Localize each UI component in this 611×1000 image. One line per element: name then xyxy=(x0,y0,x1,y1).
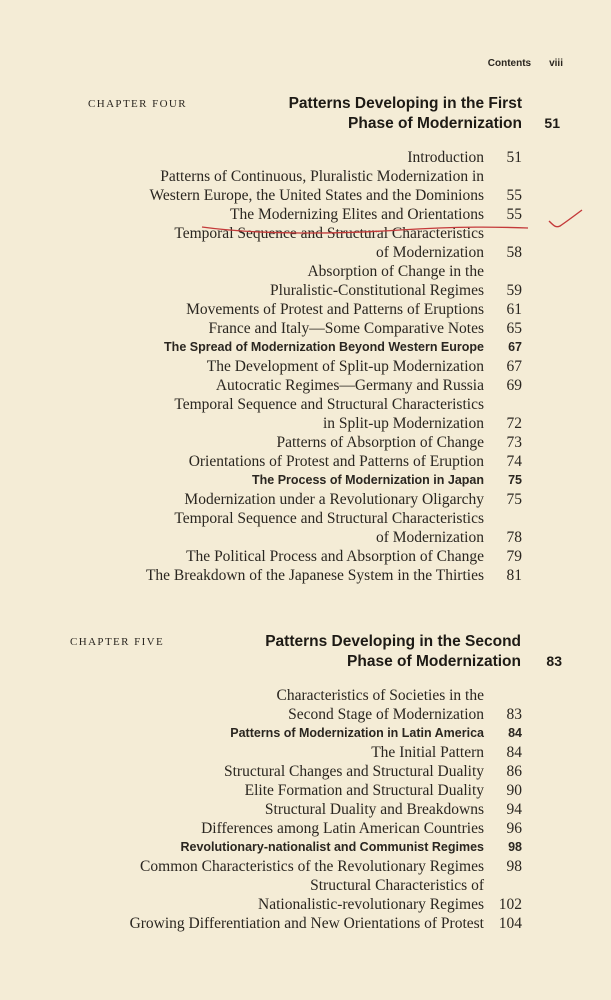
entry-page-number: 81 xyxy=(506,567,522,584)
toc-entry xyxy=(0,452,611,471)
toc-entry xyxy=(0,566,611,585)
toc-entry xyxy=(0,433,611,452)
toc-entry xyxy=(0,876,611,895)
entry-text: Autocratic Regimes—Germany and Russia xyxy=(215,377,484,394)
entry-page-number: 90 xyxy=(506,782,522,799)
toc-entry xyxy=(0,490,611,509)
section-heading-entry xyxy=(0,838,611,857)
section-heading-entry xyxy=(0,338,611,357)
entry-text: Structural Characteristics of xyxy=(310,877,484,894)
entry-text: The Initial Pattern xyxy=(371,744,484,761)
toc-entry xyxy=(0,914,611,933)
toc-entry xyxy=(0,186,611,205)
entry-text: Nationalistic-revolutionary Regimes xyxy=(258,896,484,913)
chapter-four-title-line1: Patterns Developing in the First xyxy=(288,95,522,112)
entry-text: The Development of Split-up Modernization xyxy=(206,358,484,375)
entry-text: France and Italy—Some Comparative Notes xyxy=(208,320,484,337)
toc-entry xyxy=(0,319,611,338)
entry-page-number: 58 xyxy=(506,244,522,261)
toc-entry xyxy=(0,509,611,528)
entry-page-number: 83 xyxy=(506,706,522,723)
handwritten-checkmark xyxy=(546,206,586,230)
entry-page-number: 94 xyxy=(506,801,522,818)
entry-page-number: 86 xyxy=(506,763,522,780)
section-heading-entry xyxy=(0,724,611,743)
chapter-five-page: 83 xyxy=(546,653,562,669)
toc-entry xyxy=(0,414,611,433)
entry-text: Differences among Latin American Countries xyxy=(201,820,484,837)
toc-entry xyxy=(0,357,611,376)
entry-text: Western Europe, the United States and the Dominions xyxy=(149,187,484,204)
entry-text: Movements of Protest and Patterns of Eruptions xyxy=(186,301,484,318)
chapter-four-title-line2: Phase of Modernization xyxy=(348,115,522,132)
entry-page-number: 55 xyxy=(506,187,522,204)
entry-text: Temporal Sequence and Structural Characteristics xyxy=(174,225,484,242)
entry-text: Patterns of Modernization in Latin America xyxy=(230,726,484,740)
entry-text: Structural Duality and Breakdowns xyxy=(264,801,484,818)
entry-text: Introduction xyxy=(407,149,484,166)
toc-entry xyxy=(0,395,611,414)
header-label: Contents xyxy=(487,58,532,69)
toc-entry xyxy=(0,819,611,838)
entry-text: Growing Differentiation and New Orientations of Protest xyxy=(129,915,484,932)
header-page-number: viii xyxy=(549,58,563,69)
toc-entry xyxy=(0,528,611,547)
entry-text: of Modernization xyxy=(375,529,484,546)
toc-entry xyxy=(0,705,611,724)
entry-page-number: 84 xyxy=(506,744,522,761)
entry-page-number: 69 xyxy=(506,377,522,394)
entry-text: Orientations of Protest and Patterns of Eruption xyxy=(188,453,484,470)
entry-text: Pluralistic-Constitutional Regimes xyxy=(270,282,484,299)
underline-stroke xyxy=(202,227,528,233)
entry-page-number: 79 xyxy=(506,548,522,565)
toc-entry xyxy=(0,762,611,781)
entry-page-number: 73 xyxy=(506,434,522,451)
entry-page-number: 75 xyxy=(506,491,522,508)
entry-text: The Spread of Modernization Beyond Western Europe xyxy=(164,340,484,354)
entry-page-number: 98 xyxy=(508,840,522,854)
entry-page-number: 75 xyxy=(508,473,522,487)
entry-text: Characteristics of Societies in the xyxy=(276,687,484,704)
chapter-four-page: 51 xyxy=(544,115,560,131)
running-header xyxy=(470,58,563,69)
entry-page-number: 59 xyxy=(506,282,522,299)
toc-entry xyxy=(0,857,611,876)
entry-text: Common Characteristics of the Revolutionary Regimes xyxy=(140,858,484,875)
entry-text: in Split-up Modernization xyxy=(322,415,484,432)
entry-page-number: 55 xyxy=(506,206,522,223)
chapter-four-entries xyxy=(0,148,611,585)
chapter-five-title-line1: Patterns Developing in the Second xyxy=(265,633,521,650)
entry-page-number: 98 xyxy=(506,858,522,875)
toc-entry xyxy=(0,167,611,186)
toc-entry xyxy=(0,686,611,705)
chapter-five-title-line2: Phase of Modernization xyxy=(347,653,521,670)
entry-text: of Modernization xyxy=(375,244,484,261)
entry-text: Absorption of Change in the xyxy=(307,263,484,280)
entry-page-number: 96 xyxy=(506,820,522,837)
chapter-five-entries xyxy=(0,686,611,933)
toc-entry xyxy=(0,895,611,914)
toc-entry xyxy=(0,262,611,281)
entry-text: Modernization under a Revolutionary Oligarchy xyxy=(184,491,484,508)
entry-text: Second Stage of Modernization xyxy=(288,706,484,723)
entry-text: Elite Formation and Structural Duality xyxy=(244,782,484,799)
entry-text: The Political Process and Absorption of Change xyxy=(186,548,484,565)
entry-page-number: 67 xyxy=(506,358,522,375)
entry-text: Temporal Sequence and Structural Characteristics xyxy=(174,396,484,413)
entry-page-number: 102 xyxy=(498,896,522,913)
entry-text: Temporal Sequence and Structural Characteristics xyxy=(174,510,484,527)
entry-text: The Breakdown of the Japanese System in the Thirties xyxy=(145,567,484,584)
section-heading-entry xyxy=(0,471,611,490)
entry-text: The Process of Modernization in Japan xyxy=(252,473,484,487)
entry-page-number: 78 xyxy=(506,529,522,546)
entry-page-number: 84 xyxy=(508,726,522,740)
handwritten-underline xyxy=(200,221,530,237)
entry-page-number: 61 xyxy=(506,301,522,318)
toc-entry xyxy=(0,800,611,819)
checkmark-stroke xyxy=(549,210,582,227)
chapter-five-heading xyxy=(0,632,611,674)
entry-page-number: 51 xyxy=(506,149,522,166)
entry-page-number: 67 xyxy=(508,340,522,354)
chapter-four-title xyxy=(289,94,522,134)
toc-entry xyxy=(0,300,611,319)
toc-entry xyxy=(0,547,611,566)
toc-entry xyxy=(0,376,611,395)
entry-page-number: 65 xyxy=(506,320,522,337)
toc-entry xyxy=(0,148,611,167)
entry-text: Revolutionary-nationalist and Communist Regimes xyxy=(180,840,484,854)
chapter-four-label: CHAPTER FOUR xyxy=(88,98,188,110)
chapter-four-heading xyxy=(0,94,611,136)
entry-text: Structural Changes and Structural Duality xyxy=(224,763,484,780)
toc-entry xyxy=(0,743,611,762)
entry-page-number: 74 xyxy=(506,453,522,470)
chapter-five-title xyxy=(265,632,521,672)
entry-text: Patterns of Continuous, Pluralistic Modernization in xyxy=(160,168,484,185)
toc-entry xyxy=(0,243,611,262)
entry-text: Patterns of Absorption of Change xyxy=(276,434,484,451)
entry-page-number: 104 xyxy=(498,915,522,932)
chapter-five-label: CHAPTER FIVE xyxy=(70,636,165,648)
entry-text: The Modernizing Elites and Orientations xyxy=(230,206,484,223)
entry-page-number: 72 xyxy=(506,415,522,432)
toc-entry xyxy=(0,281,611,300)
toc-entry xyxy=(0,781,611,800)
